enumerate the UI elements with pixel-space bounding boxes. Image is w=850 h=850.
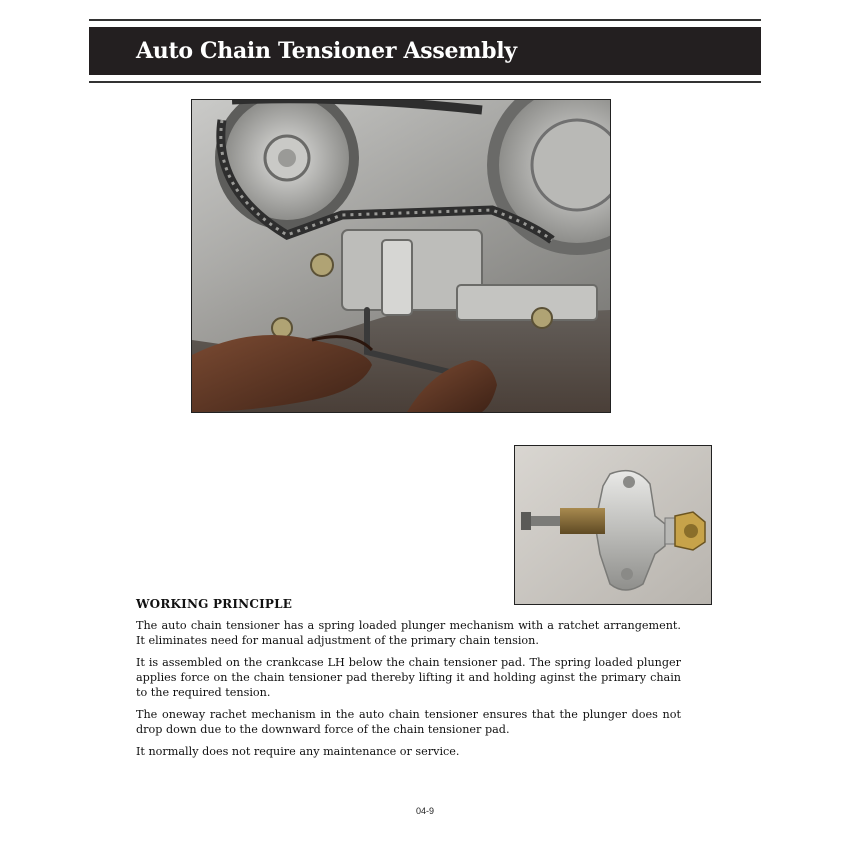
paragraph: The auto chain tensioner has a spring loaded plunger mechanism with a ratchet arrangement. It eliminates need for manual adjustment of the primary chain tension. <box>136 619 681 647</box>
page-title: Auto Chain Tensioner Assembly <box>136 38 517 64</box>
title-banner <box>89 27 761 75</box>
paragraph: It is assembled on the crankcase LH below the chain tensioner pad. The spring loaded plunger applies force on the chain tensioner pad thereby lifting it and holding aginst the primary chain to the required tension. <box>136 656 681 699</box>
top-rule <box>89 19 761 21</box>
section-heading: WORKING PRINCIPLE <box>136 597 293 611</box>
bottom-rule <box>89 81 761 83</box>
tensioner-photo <box>514 445 712 605</box>
paragraph: It normally does not require any maintenance or service. <box>136 745 460 758</box>
page-number: 04-9 <box>415 806 434 816</box>
paragraph: The oneway rachet mechanism in the auto chain tensioner ensures that the plunger does not drop down due to the downward force of the chain tensioner pad. <box>136 708 681 736</box>
working-principle-section <box>136 597 681 766</box>
engine-photo <box>191 99 611 413</box>
